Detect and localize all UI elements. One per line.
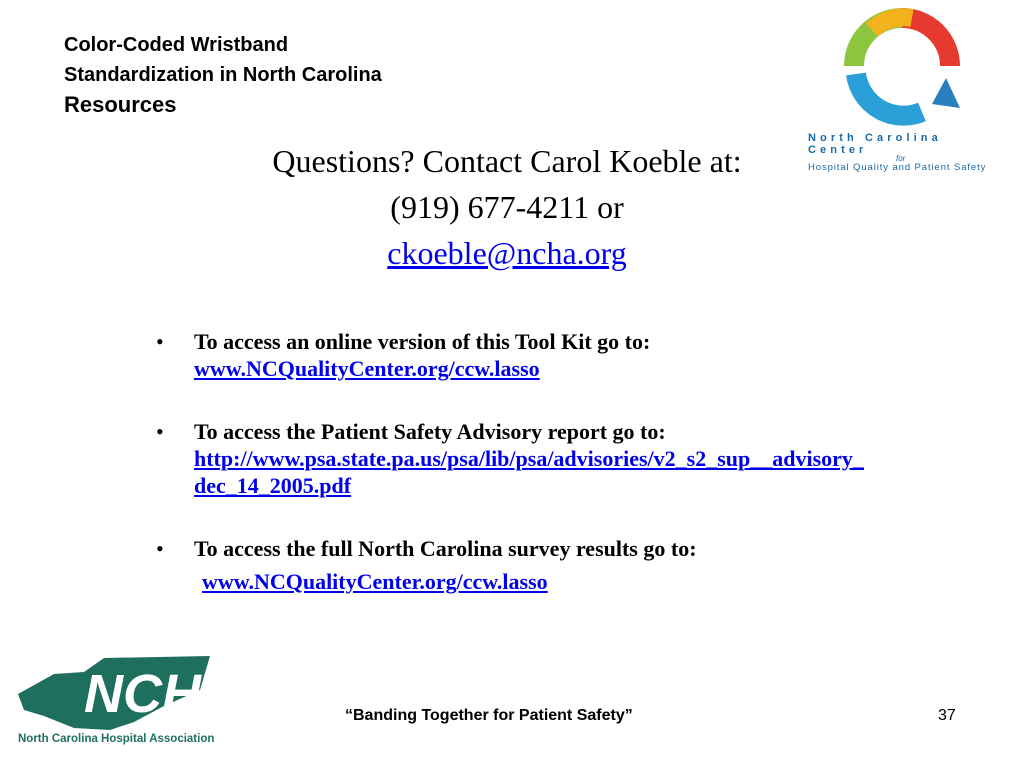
logo-center-subtitle: Hospital Quality and Patient Safety bbox=[808, 162, 987, 173]
page-number: 37 bbox=[938, 707, 956, 724]
logo-center-name: North Carolina Center bbox=[808, 132, 942, 156]
contact-email-link[interactable]: ckoeble@ncha.org bbox=[387, 235, 627, 271]
bullet-icon: • bbox=[156, 536, 164, 561]
logo-center-for: for bbox=[896, 154, 906, 163]
header-title-line1: Color-Coded Wristband bbox=[64, 34, 289, 56]
resource-text: To access the full North Carolina survey results go to: bbox=[194, 536, 697, 561]
svg-text:NCHA: NCHA bbox=[84, 664, 240, 724]
contact-phone: (919) 677-4211 or bbox=[390, 189, 624, 225]
contact-line: Questions? Contact Carol Koeble at: bbox=[272, 143, 742, 179]
survey-results-link[interactable]: www.NCQualityCenter.org/ccw.lasso bbox=[202, 569, 548, 594]
contact-block bbox=[0, 138, 1014, 276]
list-item bbox=[156, 328, 876, 382]
section-title: Resources bbox=[64, 92, 177, 117]
advisory-report-link[interactable]: http://www.psa.state.pa.us/psa/lib/psa/advisories/v2_s2_sup__advisory_dec_14_2005.pdf bbox=[194, 446, 864, 498]
list-item bbox=[156, 535, 876, 595]
footer-tagline: “Banding Together for Patient Safety” bbox=[345, 707, 633, 724]
ncha-caption: North Carolina Hospital Association bbox=[18, 733, 215, 745]
resource-list bbox=[156, 328, 876, 631]
header-title-line2: Standardization in North Carolina bbox=[64, 64, 382, 86]
slide-header bbox=[64, 30, 382, 120]
bullet-icon: • bbox=[156, 419, 164, 444]
bullet-icon: • bbox=[156, 329, 164, 354]
toolkit-link[interactable]: www.NCQualityCenter.org/ccw.lasso bbox=[194, 356, 540, 381]
quality-center-hands-logo-icon bbox=[842, 8, 962, 126]
resource-text: To access the Patient Safety Advisory report go to: bbox=[194, 419, 666, 444]
list-item bbox=[156, 418, 876, 499]
resource-text: To access an online version of this Tool Kit go to: bbox=[194, 329, 651, 354]
